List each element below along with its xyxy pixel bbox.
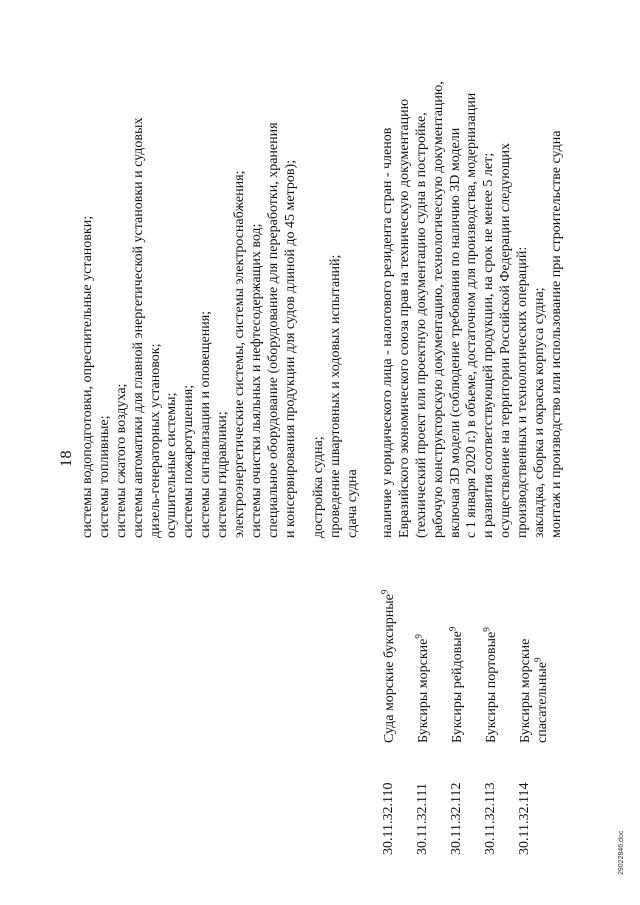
product-name	[415, 634, 432, 743]
bottom-description-block	[380, 81, 566, 538]
document-filename: 29022846.doc	[618, 830, 625, 875]
desc-line: дизель-генераторных установок;	[147, 343, 163, 538]
product-name-text: спасательные	[535, 662, 550, 743]
top-description-block	[80, 118, 300, 538]
page-number: 18	[58, 450, 75, 467]
mid-description-block	[311, 255, 362, 538]
footnote-mark: 9	[379, 589, 390, 595]
footnote-mark: 9	[481, 627, 492, 632]
desc-line: системы сжатого воздуха;	[113, 383, 129, 538]
desc-line: с 1 января 2020 г.) в объеме, достаточном для производства, модернизации	[464, 92, 480, 538]
desc-line: Евразийского экономического союза прав на техническую документацию	[396, 98, 412, 538]
desc-line: системы пожаротушения;	[181, 384, 197, 538]
desc-line: системы автоматики для главной энергетической установки и судовых	[130, 117, 146, 538]
desc-line: системы топливные;	[96, 415, 112, 538]
product-code: 30.11.32.114	[517, 782, 532, 855]
desc-line: специальное оборудование (оборудование для переработки, хранения	[265, 122, 281, 538]
desc-line: осуществление на территории Российской Федерации следующих	[498, 142, 514, 538]
footnote-mark: 9	[532, 657, 543, 663]
desc-line: и развития соответствующей продукции, на срок не менее 5 лет;	[481, 152, 497, 538]
desc-line: системы очистки льяльных и нефтесодержащих вод;	[248, 223, 264, 538]
footnote-mark: 9	[413, 634, 424, 639]
desc-line: проведение швартовных и ходовых испытаний;	[327, 254, 343, 538]
desc-line: (технический проект или проектную документацию судна в постройке,	[413, 112, 429, 538]
desc-line: включая 3D модели (соблюдение требования по наличию 3D модели	[447, 127, 463, 538]
desc-line: осушительные системы;	[164, 392, 180, 538]
desc-line: системы гидравлики;	[215, 411, 231, 538]
product-code: 30.11.32.113	[483, 782, 498, 855]
desc-line: наличие у юридического лица - налогового резидента стран - членов	[380, 127, 395, 538]
desc-line: электроэнергетические системы, системы электроснабжения;	[232, 170, 248, 538]
product-name	[517, 639, 551, 743]
desc-line: системы водоподготовки, опреснительные установки;	[80, 215, 95, 538]
product-name-text: Буксиры рейдовые	[450, 631, 465, 743]
product-code: 30.11.32.112	[449, 782, 464, 855]
desc-line: достройка судна;	[311, 436, 326, 538]
product-name-text: Буксиры морские	[518, 638, 533, 743]
product-code: 30.11.32.110	[381, 782, 396, 855]
desc-line: закладка, сборка и окраска корпуса судна;	[532, 287, 548, 538]
desc-line: и консервирования продукции для судов длиной до 45 метров);	[282, 160, 298, 538]
product-name	[449, 627, 466, 743]
product-name	[381, 590, 398, 743]
product-name-text: Буксиры портовые	[484, 631, 499, 743]
desc-line: производственных и технологических операций:	[515, 246, 531, 538]
product-name-text: Буксиры морские	[416, 638, 431, 743]
product-code: 30.11.32.111	[415, 783, 430, 855]
desc-line: монтаж и производство или использование при строительстве судна	[548, 130, 564, 538]
desc-line: системы сигнализации и оповещения;	[198, 310, 214, 538]
footnote-mark: 9	[447, 626, 458, 632]
desc-line: рабочую конструкторскую документацию, технологическую документацию,	[430, 81, 446, 538]
desc-line: сдача судна	[344, 469, 360, 538]
product-name	[483, 627, 500, 743]
product-name-text: Суда морские буксирные	[382, 594, 397, 743]
